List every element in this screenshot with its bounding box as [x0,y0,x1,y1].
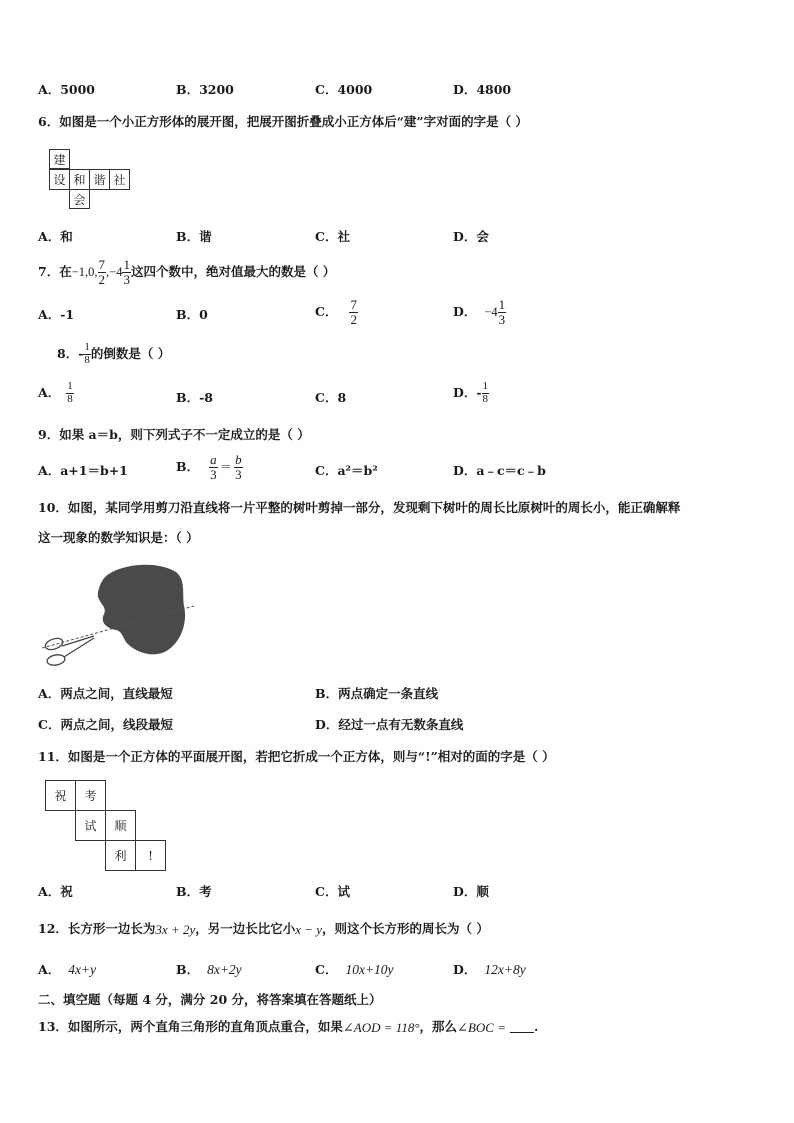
q12-expression-diff: x − y [295,922,323,937]
q6-net-cell: 建 [49,149,70,169]
q11-option-d: D．顺 [453,884,489,899]
q9-stem: 9．如果 a＝b，则下列式子不一定成立的是（ ） [38,427,310,442]
q11-net-cell: 试 [75,810,106,841]
fraction-denominator: 3 [123,271,130,287]
q12-option-a [38,963,96,977]
q11-option-c: C．试 [315,884,350,899]
q7-stem [38,258,335,286]
option-expression: 12x+8y [484,962,526,977]
q10-stem-line1: 10．如图，某同学用剪刀沿直线将一片平整的树叶剪掉一部分，发现剩下树叶的周长比原树叶的周长小，能正确解释 [38,500,681,515]
answer-blank[interactable] [510,1022,534,1033]
q6-net-cell: 谐 [89,169,110,190]
q7-option-c [315,298,358,326]
q5-option-b: B．3200 [176,82,234,97]
fraction-denominator: 2 [350,311,357,327]
q8-option-a [38,381,74,405]
q12-suffix: ，则这个长方形的周长为（ ） [322,921,489,937]
q5-option-a: A．5000 [38,82,95,97]
q13-prefix: 13．如图所示，两个直角三角形的直角顶点重合，如果 [38,1019,343,1035]
fraction-denominator: 2 [98,271,106,287]
q12-option-b [176,963,242,977]
option-d-whole: −4 [484,304,498,319]
q6-option-d: D．会 [453,229,489,244]
q6-option-a: A．和 [38,229,73,244]
q6-net-cell: 会 [69,189,90,209]
q11-net-cell: 利 [105,840,136,871]
q13-given-angle: ∠AOD = 118° [342,1020,420,1035]
q9-option-b-fraction-a [209,453,218,481]
q12-option-c [315,963,394,977]
q10-option-a: A．两点之间，直线最短 [38,686,173,701]
option-label: A． [38,384,61,400]
option-label: D． [453,303,477,319]
option-label: C． [315,961,338,977]
q7-option-d-fraction [498,298,507,326]
q7-fraction-seven-halves [98,258,107,286]
fraction-numerator: 1 [498,297,506,312]
option-label: B． [176,961,200,977]
option-label: A． [38,961,61,977]
fraction-numerator: 7 [98,257,106,272]
option-label: C． [315,303,338,319]
option-expression: 8x+2y [207,962,242,977]
q11-net-cell: 顺 [105,810,136,841]
q13-suffix: . [533,1019,539,1035]
option-label: B． [176,458,200,474]
q11-net-cell: 考 [75,780,106,811]
option-label: D． [453,961,477,977]
q8-option-a-fraction [66,381,74,405]
q10-option-d: D．经过一点有无数条直线 [315,717,464,732]
q7-option-d [453,298,506,326]
q12-stem [38,923,489,936]
q10-stem-line2: 这一现象的数学知识是：（ ） [38,530,199,545]
q8-option-d [453,381,489,405]
q5-option-d: D．4800 [453,82,512,97]
q13-stem [38,1021,538,1034]
q11-option-a: A．祝 [38,884,73,899]
q10-option-c: C．两点之间，线段最短 [38,717,173,732]
fraction-denominator: 8 [67,392,73,405]
leaf-scissors-figure [36,558,200,674]
q7-suffix: 这四个数中，绝对值最大的数是（ ） [130,263,336,279]
q9-option-a: A．a+1＝b+1 [38,463,128,478]
option-label: D．- [453,384,482,400]
q13-asked-angle: ∠BOC = [457,1020,506,1035]
fraction-numerator: 1 [67,380,73,392]
q13-middle: ，那么 [419,1019,458,1035]
q8-fraction [83,342,91,366]
fraction-denominator: 8 [482,392,489,405]
q9-option-d: D．a﹣c＝c﹣b [453,463,546,478]
q6-net-cell: 设 [49,169,70,190]
q6-option-c: C．社 [315,229,350,244]
fraction-denominator: 3 [235,466,242,482]
q6-option-b: B．谐 [176,229,212,244]
fraction-denominator: 8 [84,353,90,366]
q6-net-cell: 社 [109,169,130,190]
q8-option-b: B．-8 [176,390,213,405]
q7-fraction-one-third [122,258,131,286]
q11-stem: 11．如图是一个正方体的平面展开图，若把它折成一个正方体，则与“!”相对的面的字是（ ） [38,749,555,764]
q8-option-d-fraction [482,381,490,405]
q6-net-cell: 和 [69,169,90,190]
q5-option-c: C．4000 [315,82,373,97]
q8-suffix: 的倒数是（ ） [90,345,171,361]
option-expression: 4x+y [68,962,97,977]
q12-middle: ，另一边长比它小 [195,921,296,937]
fraction-denominator: 3 [498,311,506,327]
q11-option-b: B．考 [176,884,212,899]
q7-option-c-fraction [349,298,358,326]
fraction-numerator: 1 [482,380,489,392]
q7-option-a: A．-1 [38,307,75,322]
fraction-numerator: 1 [84,341,90,353]
q12-prefix: 12．长方形一边长为 [38,921,156,937]
q6-stem: 6．如图是一个小正方形体的展开图，把展开图折叠成小正方体后“建”字对面的字是（ ） [38,114,528,129]
q9-option-c: C．a²＝b² [315,463,378,478]
q10-option-b: B．两点确定一条直线 [315,686,439,701]
q8-prefix: 8．- [57,345,84,361]
q12-option-d [453,963,526,977]
q12-expression-side: 3x + 2y [155,922,196,937]
fraction-numerator: 7 [350,297,357,312]
fraction-denominator: 3 [210,466,217,482]
leaf-shape [98,565,185,655]
fraction-numerator: a [210,452,217,467]
equals-sign: ＝ [219,458,233,474]
q11-net-cell: 祝 [45,780,76,811]
q7-option-b: B．0 [176,307,208,322]
q8-option-c: C．8 [315,390,347,405]
section-heading-fill-in: 二、填空题（每题 4 分，满分 20 分，将答案填在答题纸上） [38,992,382,1007]
q7-prefix: 7．在 [38,263,72,279]
fraction-numerator: b [235,452,242,467]
q9-option-b [176,453,243,481]
fraction-numerator: 1 [123,257,130,272]
q7-separator: ,−4 [106,264,123,279]
option-expression: 10x+10y [345,962,394,977]
q7-number-list: −1,0, [71,264,98,279]
q11-net-cell: ! [135,840,166,871]
q9-option-b-fraction-b [234,453,243,481]
q8-stem [57,342,170,366]
